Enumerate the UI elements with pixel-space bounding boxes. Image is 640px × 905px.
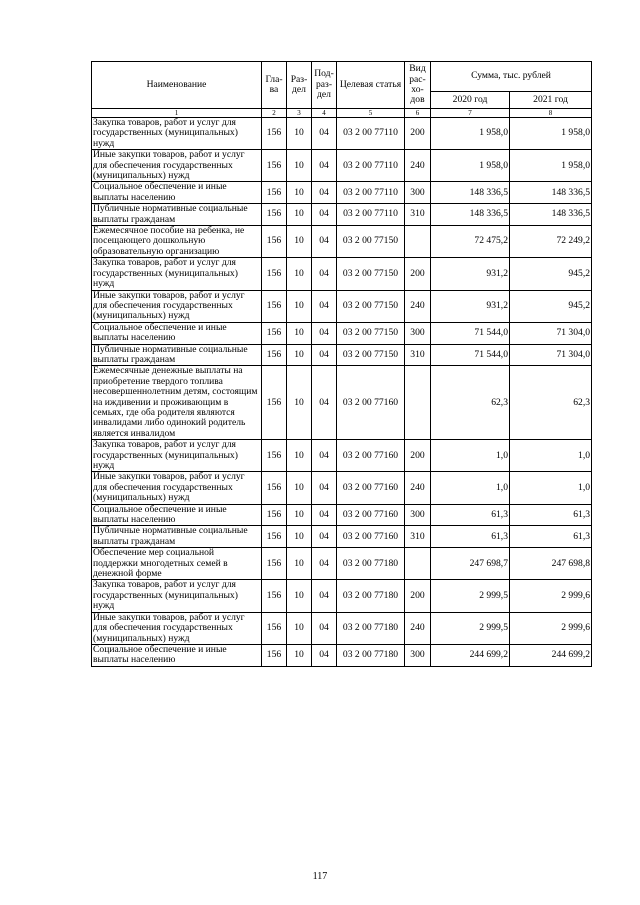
row-sum-2020: 931,2	[431, 258, 510, 290]
row-name: Иные закупки товаров, работ и услуг для обеспечения государственных (муниципальных) нужд	[92, 290, 262, 322]
row-vid	[405, 548, 431, 580]
row-name: Иные закупки товаров, работ и услуг для обеспечения государственных (муниципальных) нужд	[92, 612, 262, 644]
row-razdel: 10	[287, 344, 312, 366]
header-sum: Сумма, тыс. рублей	[431, 62, 592, 92]
row-target: 03 2 00 77110	[337, 150, 405, 182]
row-name: Закупка товаров, работ и услуг для государственных (муниципальных) нужд	[92, 440, 262, 472]
row-vid	[405, 366, 431, 440]
row-razdel: 10	[287, 472, 312, 504]
row-name: Социальное обеспечение и иные выплаты населению	[92, 504, 262, 526]
row-sum-2020: 244 699,2	[431, 644, 510, 666]
row-glava: 156	[262, 226, 287, 258]
row-glava: 156	[262, 204, 287, 226]
table-row	[92, 366, 592, 440]
row-vid: 200	[405, 258, 431, 290]
row-name: Социальное обеспечение и иные выплаты населению	[92, 182, 262, 204]
row-razdel: 10	[287, 526, 312, 548]
row-glava: 156	[262, 118, 287, 150]
row-vid: 240	[405, 472, 431, 504]
table-row	[92, 182, 592, 204]
row-target: 03 2 00 77160	[337, 504, 405, 526]
col-number: 7	[431, 109, 510, 118]
row-sum-2021: 1,0	[510, 472, 592, 504]
row-sum-2020: 1 958,0	[431, 118, 510, 150]
row-sum-2021: 1,0	[510, 440, 592, 472]
row-razdel: 10	[287, 204, 312, 226]
row-razdel: 10	[287, 290, 312, 322]
row-glava: 156	[262, 548, 287, 580]
row-sum-2021: 945,2	[510, 258, 592, 290]
row-glava: 156	[262, 580, 287, 612]
row-vid: 200	[405, 440, 431, 472]
row-vid: 310	[405, 344, 431, 366]
row-podrazdel: 04	[312, 118, 337, 150]
row-target: 03 2 00 77160	[337, 440, 405, 472]
row-sum-2020: 71 544,0	[431, 344, 510, 366]
row-sum-2021: 148 336,5	[510, 204, 592, 226]
row-target: 03 2 00 77160	[337, 366, 405, 440]
col-number: 6	[405, 109, 431, 118]
row-razdel: 10	[287, 504, 312, 526]
row-sum-2020: 1,0	[431, 472, 510, 504]
row-razdel: 10	[287, 366, 312, 440]
table-row	[92, 526, 592, 548]
row-podrazdel: 04	[312, 548, 337, 580]
row-razdel: 10	[287, 322, 312, 344]
col-number: 4	[312, 109, 337, 118]
row-target: 03 2 00 77110	[337, 204, 405, 226]
row-target: 03 2 00 77150	[337, 290, 405, 322]
row-sum-2020: 931,2	[431, 290, 510, 322]
row-glava: 156	[262, 526, 287, 548]
row-razdel: 10	[287, 118, 312, 150]
row-sum-2021: 71 304,0	[510, 344, 592, 366]
row-glava: 156	[262, 366, 287, 440]
row-glava: 156	[262, 344, 287, 366]
row-podrazdel: 04	[312, 150, 337, 182]
row-name: Закупка товаров, работ и услуг для государственных (муниципальных) нужд	[92, 118, 262, 150]
row-podrazdel: 04	[312, 344, 337, 366]
table-row	[92, 580, 592, 612]
row-vid: 300	[405, 504, 431, 526]
row-sum-2021: 945,2	[510, 290, 592, 322]
row-sum-2021: 72 249,2	[510, 226, 592, 258]
page-number: 117	[312, 871, 328, 882]
table-row	[92, 204, 592, 226]
col-number: 8	[510, 109, 592, 118]
row-sum-2020: 247 698,7	[431, 548, 510, 580]
row-razdel: 10	[287, 182, 312, 204]
row-name: Социальное обеспечение и иные выплаты населению	[92, 644, 262, 666]
row-name: Иные закупки товаров, работ и услуг для обеспечения государственных (муниципальных) нужд	[92, 472, 262, 504]
row-sum-2021: 62,3	[510, 366, 592, 440]
row-glava: 156	[262, 504, 287, 526]
row-target: 03 2 00 77180	[337, 580, 405, 612]
budget-table	[91, 61, 592, 667]
row-target: 03 2 00 77180	[337, 644, 405, 666]
row-sum-2020: 148 336,5	[431, 204, 510, 226]
row-target: 03 2 00 77150	[337, 344, 405, 366]
row-glava: 156	[262, 182, 287, 204]
row-glava: 156	[262, 644, 287, 666]
row-podrazdel: 04	[312, 182, 337, 204]
row-podrazdel: 04	[312, 472, 337, 504]
row-sum-2020: 62,3	[431, 366, 510, 440]
row-sum-2021: 244 699,2	[510, 644, 592, 666]
row-podrazdel: 04	[312, 612, 337, 644]
row-target: 03 2 00 77110	[337, 182, 405, 204]
row-glava: 156	[262, 322, 287, 344]
row-name: Закупка товаров, работ и услуг для государственных (муниципальных) нужд	[92, 258, 262, 290]
row-razdel: 10	[287, 440, 312, 472]
row-podrazdel: 04	[312, 290, 337, 322]
row-vid: 310	[405, 526, 431, 548]
row-podrazdel: 04	[312, 504, 337, 526]
row-name: Публичные нормативные социальные выплаты гражданам	[92, 526, 262, 548]
table-row	[92, 290, 592, 322]
header-name: Наименование	[92, 62, 262, 109]
row-sum-2020: 61,3	[431, 526, 510, 548]
row-razdel: 10	[287, 226, 312, 258]
table-row	[92, 472, 592, 504]
row-podrazdel: 04	[312, 366, 337, 440]
row-sum-2020: 61,3	[431, 504, 510, 526]
row-name: Публичные нормативные социальные выплаты гражданам	[92, 204, 262, 226]
row-sum-2020: 1,0	[431, 440, 510, 472]
row-sum-2020: 2 999,5	[431, 580, 510, 612]
table-row	[92, 226, 592, 258]
row-sum-2021: 1 958,0	[510, 118, 592, 150]
header-year-2020: 2020 год	[431, 92, 510, 109]
row-sum-2020: 2 999,5	[431, 612, 510, 644]
row-vid: 300	[405, 644, 431, 666]
col-number: 2	[262, 109, 287, 118]
table-row	[92, 504, 592, 526]
table-row	[92, 644, 592, 666]
row-glava: 156	[262, 258, 287, 290]
row-vid: 300	[405, 182, 431, 204]
row-target: 03 2 00 77110	[337, 118, 405, 150]
row-target: 03 2 00 77160	[337, 472, 405, 504]
header-glava: Гла-ва	[262, 62, 287, 109]
row-razdel: 10	[287, 150, 312, 182]
row-razdel: 10	[287, 258, 312, 290]
row-razdel: 10	[287, 644, 312, 666]
row-vid: 200	[405, 580, 431, 612]
table-row	[92, 118, 592, 150]
row-glava: 156	[262, 290, 287, 322]
row-podrazdel: 04	[312, 258, 337, 290]
col-number: 5	[337, 109, 405, 118]
row-podrazdel: 04	[312, 580, 337, 612]
row-sum-2021: 1 958,0	[510, 150, 592, 182]
row-sum-2021: 148 336,5	[510, 182, 592, 204]
row-sum-2021: 2 999,6	[510, 580, 592, 612]
header-podrazdel: Под-раз-дел	[312, 62, 337, 109]
row-vid: 240	[405, 290, 431, 322]
row-sum-2020: 1 958,0	[431, 150, 510, 182]
table-row	[92, 258, 592, 290]
row-sum-2021: 61,3	[510, 504, 592, 526]
row-razdel: 10	[287, 580, 312, 612]
row-glava: 156	[262, 472, 287, 504]
row-sum-2021: 247 698,8	[510, 548, 592, 580]
row-name: Социальное обеспечение и иные выплаты населению	[92, 322, 262, 344]
row-razdel: 10	[287, 548, 312, 580]
row-podrazdel: 04	[312, 322, 337, 344]
row-podrazdel: 04	[312, 526, 337, 548]
row-vid: 310	[405, 204, 431, 226]
table-row	[92, 440, 592, 472]
header-razdel: Раз-дел	[287, 62, 312, 109]
row-vid	[405, 226, 431, 258]
table-row	[92, 612, 592, 644]
col-number: 1	[92, 109, 262, 118]
row-target: 03 2 00 77150	[337, 226, 405, 258]
row-podrazdel: 04	[312, 440, 337, 472]
row-podrazdel: 04	[312, 204, 337, 226]
row-target: 03 2 00 77150	[337, 258, 405, 290]
row-sum-2020: 72 475,2	[431, 226, 510, 258]
row-name: Иные закупки товаров, работ и услуг для обеспечения государственных (муниципальных) нужд	[92, 150, 262, 182]
table-row	[92, 150, 592, 182]
row-sum-2020: 148 336,5	[431, 182, 510, 204]
row-vid: 300	[405, 322, 431, 344]
row-name: Закупка товаров, работ и услуг для государственных (муниципальных) нужд	[92, 580, 262, 612]
row-name: Публичные нормативные социальные выплаты гражданам	[92, 344, 262, 366]
col-number: 3	[287, 109, 312, 118]
row-name: Обеспечение мер социальной поддержки многодетных семей в денежной форме	[92, 548, 262, 580]
table-body	[92, 118, 592, 667]
row-vid: 240	[405, 150, 431, 182]
row-target: 03 2 00 77180	[337, 612, 405, 644]
table-row	[92, 322, 592, 344]
row-target: 03 2 00 77150	[337, 322, 405, 344]
header-target: Целевая статья	[337, 62, 405, 109]
row-name: Ежемесячное пособие на ребенка, не посещающего дошкольную образовательную организацию	[92, 226, 262, 258]
header-vid: Вид рас-хо-дов	[405, 62, 431, 109]
row-target: 03 2 00 77160	[337, 526, 405, 548]
row-sum-2021: 61,3	[510, 526, 592, 548]
row-glava: 156	[262, 440, 287, 472]
row-razdel: 10	[287, 612, 312, 644]
row-vid: 240	[405, 612, 431, 644]
row-name: Ежемесячные денежные выплаты на приобретение твердого топлива несовершеннолетним детям, состоящим на иждивении и проживающим в семьях, где оба родителя являются инвалидами либо одинокий родитель является инвалидом	[92, 366, 262, 440]
row-podrazdel: 04	[312, 644, 337, 666]
row-sum-2021: 71 304,0	[510, 322, 592, 344]
table-row	[92, 344, 592, 366]
row-vid: 200	[405, 118, 431, 150]
row-podrazdel: 04	[312, 226, 337, 258]
table-row	[92, 548, 592, 580]
row-glava: 156	[262, 150, 287, 182]
row-sum-2020: 71 544,0	[431, 322, 510, 344]
row-sum-2021: 2 999,6	[510, 612, 592, 644]
header-year-2021: 2021 год	[510, 92, 592, 109]
row-glava: 156	[262, 612, 287, 644]
row-target: 03 2 00 77180	[337, 548, 405, 580]
